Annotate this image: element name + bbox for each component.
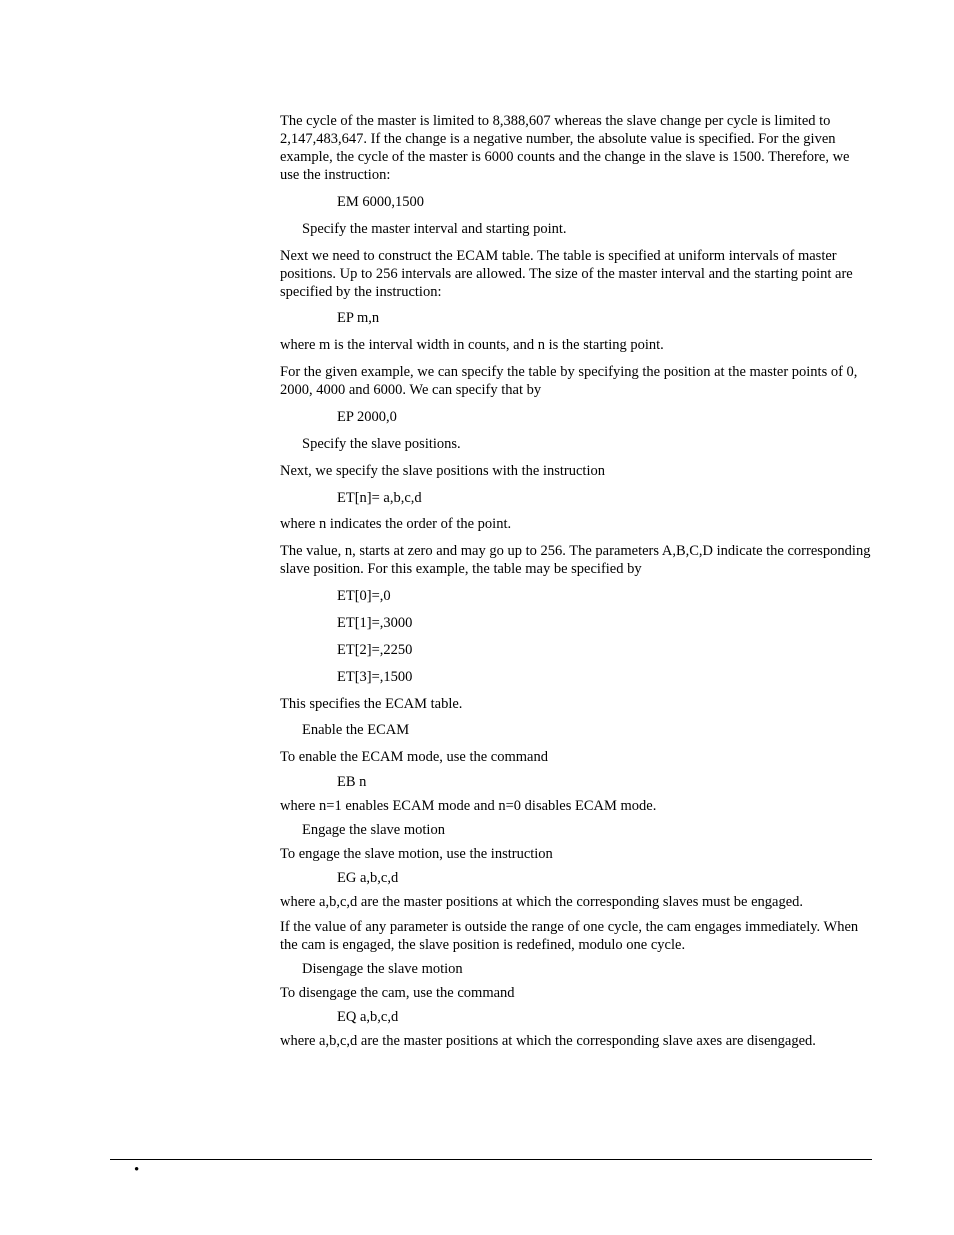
code-ep-example: EP 2000,0 bbox=[337, 409, 397, 425]
code-et0: ET[0]=,0 bbox=[337, 588, 391, 604]
paragraph-ecam-table: Next we need to construct the ECAM table. The table is specified at uniform intervals of master positions. Up to 256 intervals are allowed. The size of the master interval and the starting point are specified by the instruction: bbox=[280, 248, 853, 300]
step-heading-master-interval: Specify the master interval and starting point. bbox=[302, 221, 567, 237]
step-heading-enable: Enable the ECAM bbox=[302, 722, 410, 738]
paragraph-enable: To enable the ECAM mode, use the command bbox=[280, 749, 548, 765]
paragraph-disengage: To disengage the cam, use the command bbox=[280, 985, 515, 1001]
step-heading-disengage: Disengage the slave motion bbox=[302, 961, 463, 977]
footer-divider bbox=[110, 1159, 872, 1160]
paragraph-master-cycle: The cycle of the master is limited to 8,388,607 whereas the slave change per cycle is limited to 2,147,483,647. If the change is a negative number, the absolute value is specified. For the given example, the cycle of the master is 6000 counts and the change in the slave is 1500. Therefore, we use the instruction: bbox=[280, 113, 850, 183]
paragraph-slave-instruction: Next, we specify the slave positions with the instruction bbox=[280, 463, 605, 479]
paragraph-eb-values: where n=1 enables ECAM mode and n=0 disables ECAM mode. bbox=[280, 798, 657, 814]
paragraph-out-of-range: If the value of any parameter is outside the range of one cycle, the cam engages immediately. When the cam is engaged, the slave position is redefined, modulo one cycle. bbox=[280, 919, 859, 953]
paragraph-eg-meaning: where a,b,c,d are the master positions at which the corresponding slaves must be engaged. bbox=[280, 894, 804, 910]
paragraph-order: where n indicates the order of the point. bbox=[280, 516, 512, 532]
code-eq: EQ a,b,c,d bbox=[337, 1009, 399, 1025]
code-et3: ET[3]=,1500 bbox=[337, 669, 413, 685]
code-et: ET[n]= a,b,c,d bbox=[337, 490, 422, 506]
code-ep: EP m,n bbox=[337, 310, 380, 326]
code-eb: EB n bbox=[337, 774, 367, 790]
code-et1: ET[1]=,3000 bbox=[337, 615, 413, 631]
step-heading-engage: Engage the slave motion bbox=[302, 822, 445, 838]
footer-bullet: • bbox=[134, 1162, 140, 1178]
paragraph-given-example: For the given example, we can specify the table by specifying the position at the master points of 0, 2000, 4000 and 6000. We can specify that by bbox=[280, 364, 858, 398]
paragraph-value-n: The value, n, starts at zero and may go up to 256. The parameters A,B,C,D indicate the corresponding slave position. For this example, the table may be specified by bbox=[280, 543, 871, 577]
code-eg: EG a,b,c,d bbox=[337, 870, 399, 886]
paragraph-specifies-table: This specifies the ECAM table. bbox=[280, 696, 463, 712]
paragraph-eq-meaning: where a,b,c,d are the master positions at which the corresponding slave axes are disengaged. bbox=[280, 1033, 816, 1049]
paragraph-interval-width: where m is the interval width in counts, and n is the starting point. bbox=[280, 337, 664, 353]
code-em: EM 6000,1500 bbox=[337, 194, 424, 210]
step-heading-slave-positions: Specify the slave positions. bbox=[302, 436, 461, 452]
paragraph-engage: To engage the slave motion, use the instruction bbox=[280, 846, 553, 862]
code-et2: ET[2]=,2250 bbox=[337, 642, 413, 658]
